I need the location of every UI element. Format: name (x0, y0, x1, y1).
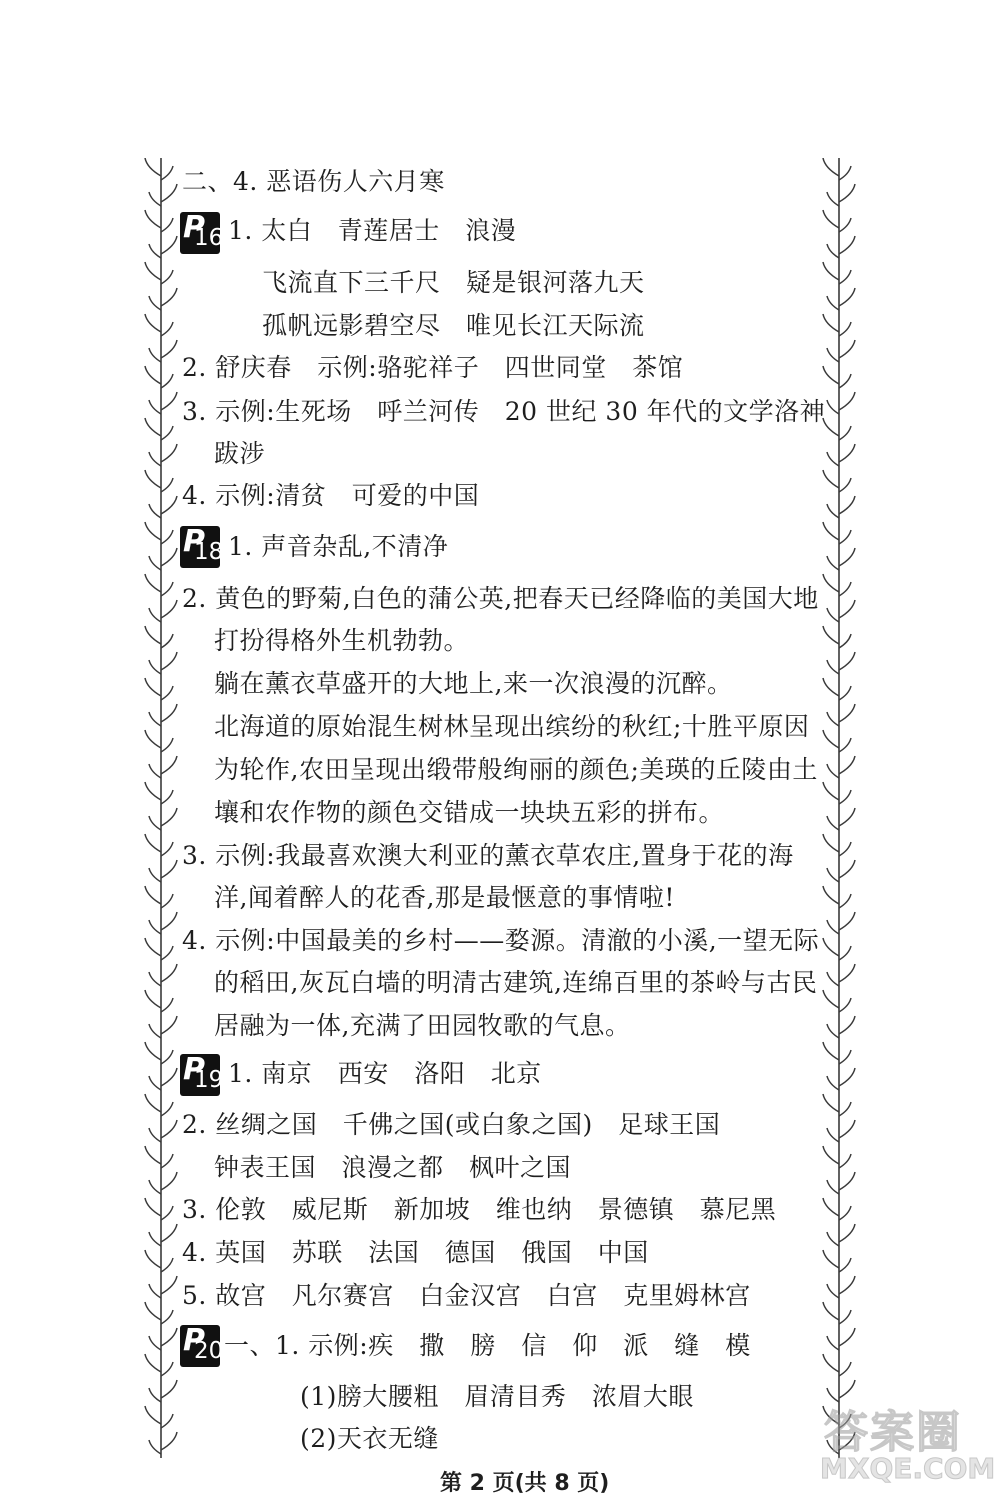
vine-leaf (827, 1076, 839, 1090)
vine-leaf (161, 756, 177, 774)
vine-leaf (827, 244, 839, 258)
vine-leaf (839, 1310, 851, 1324)
p16-poem-line-1: 飞流直下三千尺 疑是银河落九天 (262, 268, 645, 297)
vine-leaf (839, 1050, 851, 1064)
vine-leaf (161, 946, 173, 960)
vine-leaf (145, 834, 161, 852)
p16-item-1: 1. 太白 青莲居士 浪漫 (228, 216, 517, 245)
vine-leaf (145, 1250, 161, 1268)
p16-item-4: 4. 示例:清贫 可爱的中国 (182, 481, 480, 510)
vine-leaf (161, 374, 173, 388)
vine-leaf (149, 608, 161, 622)
vine-leaf (823, 522, 839, 540)
vine-leaf (161, 496, 177, 514)
vine-leaf (149, 1336, 161, 1350)
vine-leaf (823, 834, 839, 852)
vine-leaf (827, 608, 839, 622)
left-vine-border (140, 158, 182, 1458)
vine-leaf (161, 1154, 173, 1168)
vine-leaf (823, 1198, 839, 1216)
vine-leaf (827, 764, 839, 778)
vine-leaf (839, 1172, 855, 1190)
vine-leaf (161, 1310, 173, 1324)
vine-leaf (161, 1414, 173, 1428)
vine-leaf (161, 634, 173, 648)
vine-leaf (839, 478, 851, 492)
vine-leaf (145, 1146, 161, 1164)
p20-section-one-item-1: 一、1. 示例:疾 撒 膀 信 仰 派 缝 模 (224, 1331, 751, 1360)
vine-leaf (149, 244, 161, 258)
vine-leaf (823, 418, 839, 436)
vine-leaf (161, 998, 173, 1012)
vine-leaf (827, 660, 839, 674)
vine-leaf (839, 860, 855, 878)
vine-leaf (823, 1302, 839, 1320)
vine-leaf (149, 556, 161, 570)
vine-leaf (149, 1232, 161, 1246)
vine-leaf (839, 1016, 855, 1034)
vine-leaf (161, 1224, 177, 1242)
vine-leaf (839, 652, 855, 670)
vine-leaf (145, 730, 161, 748)
vine-leaf (145, 990, 161, 1008)
vine-leaf (827, 556, 839, 570)
vine-leaf (161, 860, 177, 878)
vine-leaf (145, 158, 161, 176)
vine-leaf (839, 340, 855, 358)
vine-leaf (839, 1154, 851, 1168)
vine-leaf (145, 1354, 161, 1372)
vine-leaf (161, 1432, 177, 1450)
vine-leaf (161, 600, 177, 618)
page-badge-letter: P (183, 1323, 205, 1358)
vine-leaf (839, 842, 851, 856)
vine-leaf (149, 348, 161, 362)
vine-leaf (149, 1024, 161, 1038)
vine-leaf (149, 1440, 161, 1454)
vine-leaf (823, 886, 839, 904)
vine-leaf (839, 392, 855, 410)
page-badge-number: 20 (194, 1338, 224, 1364)
vine-leaf (839, 1102, 851, 1116)
p18-item-3-cont: 洋,闻着醉人的花香,那是最惬意的事情啦! (214, 883, 675, 912)
vine-leaf (839, 184, 855, 202)
vine-leaf (145, 1302, 161, 1320)
p20-sub-2: (2)天衣无缝 (300, 1424, 439, 1453)
vine-leaf (149, 296, 161, 310)
page-badge-number: 16 (194, 225, 224, 251)
vine-leaf (823, 1042, 839, 1060)
page-badge-20 (180, 1323, 224, 1367)
p19-item-4: 4. 英国 苏联 法国 德国 俄国 中国 (182, 1238, 649, 1267)
vine-leaf (161, 392, 177, 410)
vine-leaf (145, 210, 161, 228)
vine-leaf (827, 1180, 839, 1194)
vine-leaf (161, 478, 173, 492)
vine-leaf (161, 808, 177, 826)
vine-leaf (839, 1068, 855, 1086)
vine-leaf (161, 322, 173, 336)
vine-leaf (161, 1380, 177, 1398)
vine-leaf (827, 1284, 839, 1298)
vine-leaf (161, 912, 177, 930)
vine-leaf (149, 920, 161, 934)
page-badge-number: 19 (194, 1067, 224, 1093)
watermark-logo (820, 1394, 996, 1490)
vine-leaf (161, 1328, 177, 1346)
vine-leaf (823, 1146, 839, 1164)
vine-leaf (145, 938, 161, 956)
vine-leaf (149, 192, 161, 206)
vine-leaf (839, 374, 851, 388)
vine-leaf (161, 166, 173, 180)
vine-leaf (839, 634, 851, 648)
vine-leaf (823, 782, 839, 800)
section-two-item-4: 二、4. 恶语伤人六月寒 (182, 167, 445, 196)
page-badge-letter: P (183, 210, 205, 245)
p19-item-2-cont: 钟表王国 浪漫之都 枫叶之国 (214, 1153, 572, 1182)
vine-leaf (149, 972, 161, 986)
vine-leaf (145, 574, 161, 592)
vine-leaf (145, 678, 161, 696)
vine-leaf (145, 782, 161, 800)
vine-leaf (161, 1016, 177, 1034)
vine-leaf (827, 868, 839, 882)
vine-leaf (823, 574, 839, 592)
vine-leaf (827, 192, 839, 206)
vine-leaf (823, 678, 839, 696)
page-badge-letter: P (183, 1052, 205, 1087)
p16-item-3-cont: 跋涉 (214, 439, 266, 468)
p18-item-1: 1. 声音杂乱,不清净 (228, 532, 449, 561)
vine-leaf (145, 1406, 161, 1424)
p19-item-2: 2. 丝绸之国 千佛之国(或白象之国) 足球王国 (182, 1110, 721, 1139)
vine-leaf (145, 314, 161, 332)
vine-leaf (145, 262, 161, 280)
vine-leaf (145, 418, 161, 436)
vine-leaf (145, 1198, 161, 1216)
vine-leaf (149, 712, 161, 726)
p16-item-2: 2. 舒庆春 示例:骆驼祥子 四世同堂 茶馆 (182, 353, 684, 382)
p18-item-4: 4. 示例:中国最美的乡村——婺源。清澈的小溪,一望无际 (182, 926, 820, 955)
vine-leaf (161, 548, 177, 566)
vine-leaf (827, 712, 839, 726)
vine-leaf (145, 1094, 161, 1112)
vine-leaf (827, 972, 839, 986)
vine-leaf (145, 366, 161, 384)
vine-leaf (827, 1336, 839, 1350)
vine-leaf (149, 400, 161, 414)
vine-leaf (839, 270, 851, 284)
vine-leaf (161, 1172, 177, 1190)
vine-leaf (161, 1258, 173, 1272)
p19-item-1: 1. 南京 西安 洛阳 北京 (228, 1059, 542, 1088)
page-badge-letter: P (183, 524, 205, 559)
vine-leaf (839, 218, 851, 232)
vine-leaf (839, 322, 851, 336)
vine-leaf (823, 470, 839, 488)
p19-item-5: 5. 故宫 凡尔赛宫 白金汉宫 白宫 克里姆林宫 (182, 1281, 751, 1310)
vine-leaf (145, 886, 161, 904)
vine-leaf (161, 236, 177, 254)
page-badge-number: 18 (194, 539, 224, 565)
p16-item-3: 3. 示例:生死场 呼兰河传 20 世纪 30 年代的文学洛神 (182, 397, 826, 426)
vine-leaf (839, 1276, 855, 1294)
p20-sub-1: (1)膀大腰粗 眉清目秀 浓眉大眼 (300, 1382, 694, 1411)
vine-leaf (827, 1232, 839, 1246)
vine-leaf (149, 1284, 161, 1298)
vine-leaf (161, 1050, 173, 1064)
vine-leaf (145, 522, 161, 540)
vine-leaf (839, 756, 855, 774)
p18-item-2-line-5: 壤和农作物的颜色交错成一块块五彩的拼布。 (214, 798, 725, 827)
vine-leaf (823, 730, 839, 748)
p18-item-2: 2. 黄色的野菊,白色的蒲公英,把春天已经降临的美国大地 (182, 584, 819, 613)
vine-leaf (149, 1180, 161, 1194)
vine-leaf (823, 1354, 839, 1372)
vine-leaf (839, 738, 851, 752)
page-footer: 第 2 页(共 8 页) (440, 1471, 610, 1496)
p16-poem-line-2: 孤帆远影碧空尽 唯见长江天际流 (262, 311, 645, 340)
vine-leaf (149, 1388, 161, 1402)
vine-leaf (839, 912, 855, 930)
vine-leaf (823, 210, 839, 228)
vine-leaf (161, 530, 173, 544)
vine-leaf (161, 842, 173, 856)
p18-item-2-cont: 打扮得格外生机勃勃。 (214, 626, 470, 655)
vine-leaf (145, 470, 161, 488)
vine-leaf (149, 1076, 161, 1090)
vine-leaf (839, 1206, 851, 1220)
vine-leaf (161, 184, 177, 202)
vine-leaf (839, 426, 851, 440)
vine-leaf (823, 1250, 839, 1268)
vine-leaf (161, 288, 177, 306)
vine-leaf (827, 452, 839, 466)
vine-leaf (149, 504, 161, 518)
vine-leaf (161, 1120, 177, 1138)
vine-leaf (839, 1224, 855, 1242)
vine-leaf (149, 816, 161, 830)
p18-item-2-line-3: 北海道的原始混生树林呈现出缤纷的秋红;十胜平原因 (214, 712, 810, 741)
vine-leaf (827, 1024, 839, 1038)
right-vine-border (818, 158, 860, 1458)
vine-leaf (839, 444, 855, 462)
vine-leaf (827, 296, 839, 310)
watermark-url: MXQE.COM (820, 1452, 996, 1485)
p18-item-4-cont-2: 居融为一体,充满了田园牧歌的气息。 (214, 1011, 631, 1040)
page-badge-18 (180, 524, 224, 568)
vine-leaf (161, 1276, 177, 1294)
vine-leaf (149, 1128, 161, 1142)
vine-leaf (145, 626, 161, 644)
vine-leaf (823, 314, 839, 332)
vine-leaf (161, 582, 173, 596)
vine-leaf (839, 600, 855, 618)
vine-leaf (839, 1120, 855, 1138)
vine-leaf (161, 1362, 173, 1376)
vine-leaf (839, 790, 851, 804)
vine-leaf (161, 894, 173, 908)
vine-leaf (839, 1258, 851, 1272)
vine-leaf (839, 288, 855, 306)
vine-leaf (839, 998, 851, 1012)
vine-leaf (823, 158, 839, 176)
vine-leaf (839, 236, 855, 254)
vine-leaf (823, 366, 839, 384)
vine-leaf (827, 348, 839, 362)
page-badge-16 (180, 210, 224, 254)
vine-leaf (149, 452, 161, 466)
vine-leaf (161, 738, 173, 752)
vine-leaf (839, 946, 851, 960)
vine-leaf (161, 1068, 177, 1086)
vine-leaf (161, 270, 173, 284)
vine-leaf (839, 1362, 851, 1376)
vine-leaf (145, 1042, 161, 1060)
p19-item-3: 3. 伦敦 威尼斯 新加坡 维也纳 景德镇 慕尼黑 (182, 1195, 777, 1224)
vine-leaf (823, 938, 839, 956)
vine-leaf (827, 400, 839, 414)
p18-item-3: 3. 示例:我最喜欢澳大利亚的薰衣草农庄,置身于花的海 (182, 841, 794, 870)
vine-leaf (839, 548, 855, 566)
vine-leaf (161, 340, 177, 358)
vine-leaf (823, 626, 839, 644)
vine-leaf (839, 704, 855, 722)
vine-leaf (827, 1128, 839, 1142)
vine-leaf (149, 764, 161, 778)
vine-leaf (161, 218, 173, 232)
vine-leaf (839, 530, 851, 544)
vine-leaf (839, 496, 855, 514)
vine-leaf (161, 790, 173, 804)
vine-leaf (161, 686, 173, 700)
vine-leaf (161, 704, 177, 722)
vine-leaf (839, 894, 851, 908)
vine-leaf (823, 990, 839, 1008)
vine-leaf (827, 816, 839, 830)
vine-leaf (161, 444, 177, 462)
vine-leaf (839, 1328, 855, 1346)
vine-leaf (161, 1102, 173, 1116)
page-badge-19 (180, 1052, 224, 1096)
vine-leaf (827, 504, 839, 518)
vine-leaf (839, 686, 851, 700)
vine-leaf (839, 808, 855, 826)
vine-leaf (149, 868, 161, 882)
vine-leaf (827, 920, 839, 934)
p18-item-2-line-4: 为轮作,农田呈现出缎带般绚丽的颜色;美瑛的丘陵由土 (214, 755, 818, 784)
vine-leaf (161, 964, 177, 982)
vine-leaf (839, 964, 855, 982)
vine-leaf (149, 660, 161, 674)
watermark-title: 答案圈 (824, 1407, 962, 1458)
vine-leaf (839, 582, 851, 596)
vine-leaf (161, 426, 173, 440)
vine-leaf (161, 652, 177, 670)
vine-leaf (839, 166, 851, 180)
p18-item-4-cont-1: 的稻田,灰瓦白墙的明清古建筑,连绵百里的茶岭与古民 (214, 968, 818, 997)
vine-leaf (823, 262, 839, 280)
p18-item-2-line-2: 躺在薰衣草盛开的大地上,来一次浪漫的沉醉。 (214, 669, 733, 698)
vine-leaf (823, 1094, 839, 1112)
vine-leaf (161, 1206, 173, 1220)
